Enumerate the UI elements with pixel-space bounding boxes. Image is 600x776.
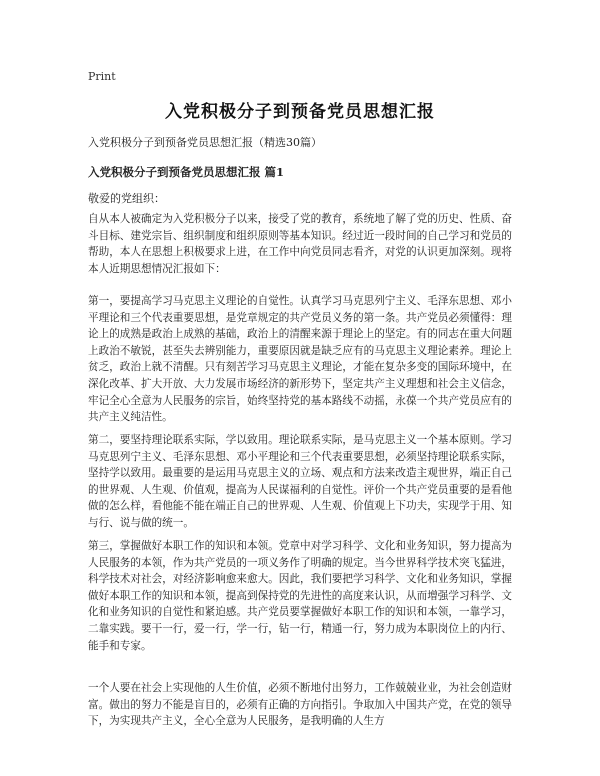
paragraph-intro: 自从本人被确定为入党积极分子以来，接受了党的教育，系统地了解了党的历史、性质、奋斗目标、建党宗旨、组织制度和组织原则等基本知识。经过近一段时间的自己学习和党员的帮助，本人在思想上积极要求上进，在工作中向党员同志看齐，对党的认识更加深刻。现将本人近期思想情况汇报如下：: [88, 213, 512, 275]
paragraph-third-point: 第三，掌握做好本职工作的知识和本领。党章中对学习科学、文化和业务知识，努力提高为人民服务的本领，作为共产党员的一项义务作了明确的规定。当今世界科学技术突飞猛进，科学技术对社会，对经济影响愈来愈大。因此，我们要把学习科学、文化和业务知识，掌握做好本职工作的知识和本领，提高到保持党的先进性的高度来认识，从而增强学习科学、文化和业务知识的自觉性和紧迫感。共产党员要掌握做好本职工作的知识和本领，一靠学习，二靠实践。要干一行，爱一行，学一行，钻一行，精通一行，努力成为本职岗位上的内行、能手和专家。: [88, 540, 512, 652]
paragraph-second-point: 第二，要坚持理论联系实际，学以致用。理论联系实际，是马克思主义一个基本原则。学习马克思列宁主义、毛泽东思想、邓小平理论和三个代表重要思想，必须坚持理论联系实际，坚持学以致用。最重要的是运用马克思主义的立场、观点和方法来改造主观世界，端正自己的世界观、人生观、价值观，提高为人民谋福利的自觉性。评价一个共产党员重要的是看他做的怎么样，看他能不能在端正自己的世界观、人生观、价值观上下功夫，实现学于用、知与行、说与做的统一。: [88, 434, 512, 529]
document-subtitle: 入党积极分子到预备党员思想汇报（精选30篇）: [88, 136, 322, 149]
paragraph-life-value: 一个人要在社会上实现他的人生价值，必须不断地付出努力，工作兢兢业业，为社会创造财富。做出的努力不能是盲目的，必须有正确的方向指引。争取加入中国共产党，在党的领导下，为实现共产主义，全心全意为人民服务，是我明确的人生方: [88, 682, 512, 728]
section-heading: 入党积极分子到预备党员思想汇报 篇1: [88, 165, 285, 179]
paragraph-first-point: 第一，要提高学习马克思主义理论的自觉性。认真学习马克思列宁主义、毛泽东思想、邓小平理论和三个代表重要思想，是党章规定的共产党员义务的第一条。共产党员必须懂得：理论上的成熟是政治上成熟的基础，政治上的清醒来源于理论上的坚定。有的同志在重大问题上政治不敏锐，甚至失去辨别能力，重要原因就是缺乏应有的马克思主义理论素养。理论上贫乏，政治上就不清醒。只有刻苦学习马克思主义理论，才能在复杂多变的国际环境中，在深化改革、扩大开放、大力发展市场经济的新形势下，坚定共产主义理想和社会主义信念，牢记全心全意为人民服务的宗旨，始终坚持党的基本路线不动摇，永葆一个共产党员应有的共产主义纯洁性。: [88, 295, 512, 424]
greeting: 敬爱的党组织：: [88, 192, 165, 205]
print-label[interactable]: Print: [88, 70, 116, 83]
page-title: 入党积极分子到预备党员思想汇报: [165, 102, 435, 122]
